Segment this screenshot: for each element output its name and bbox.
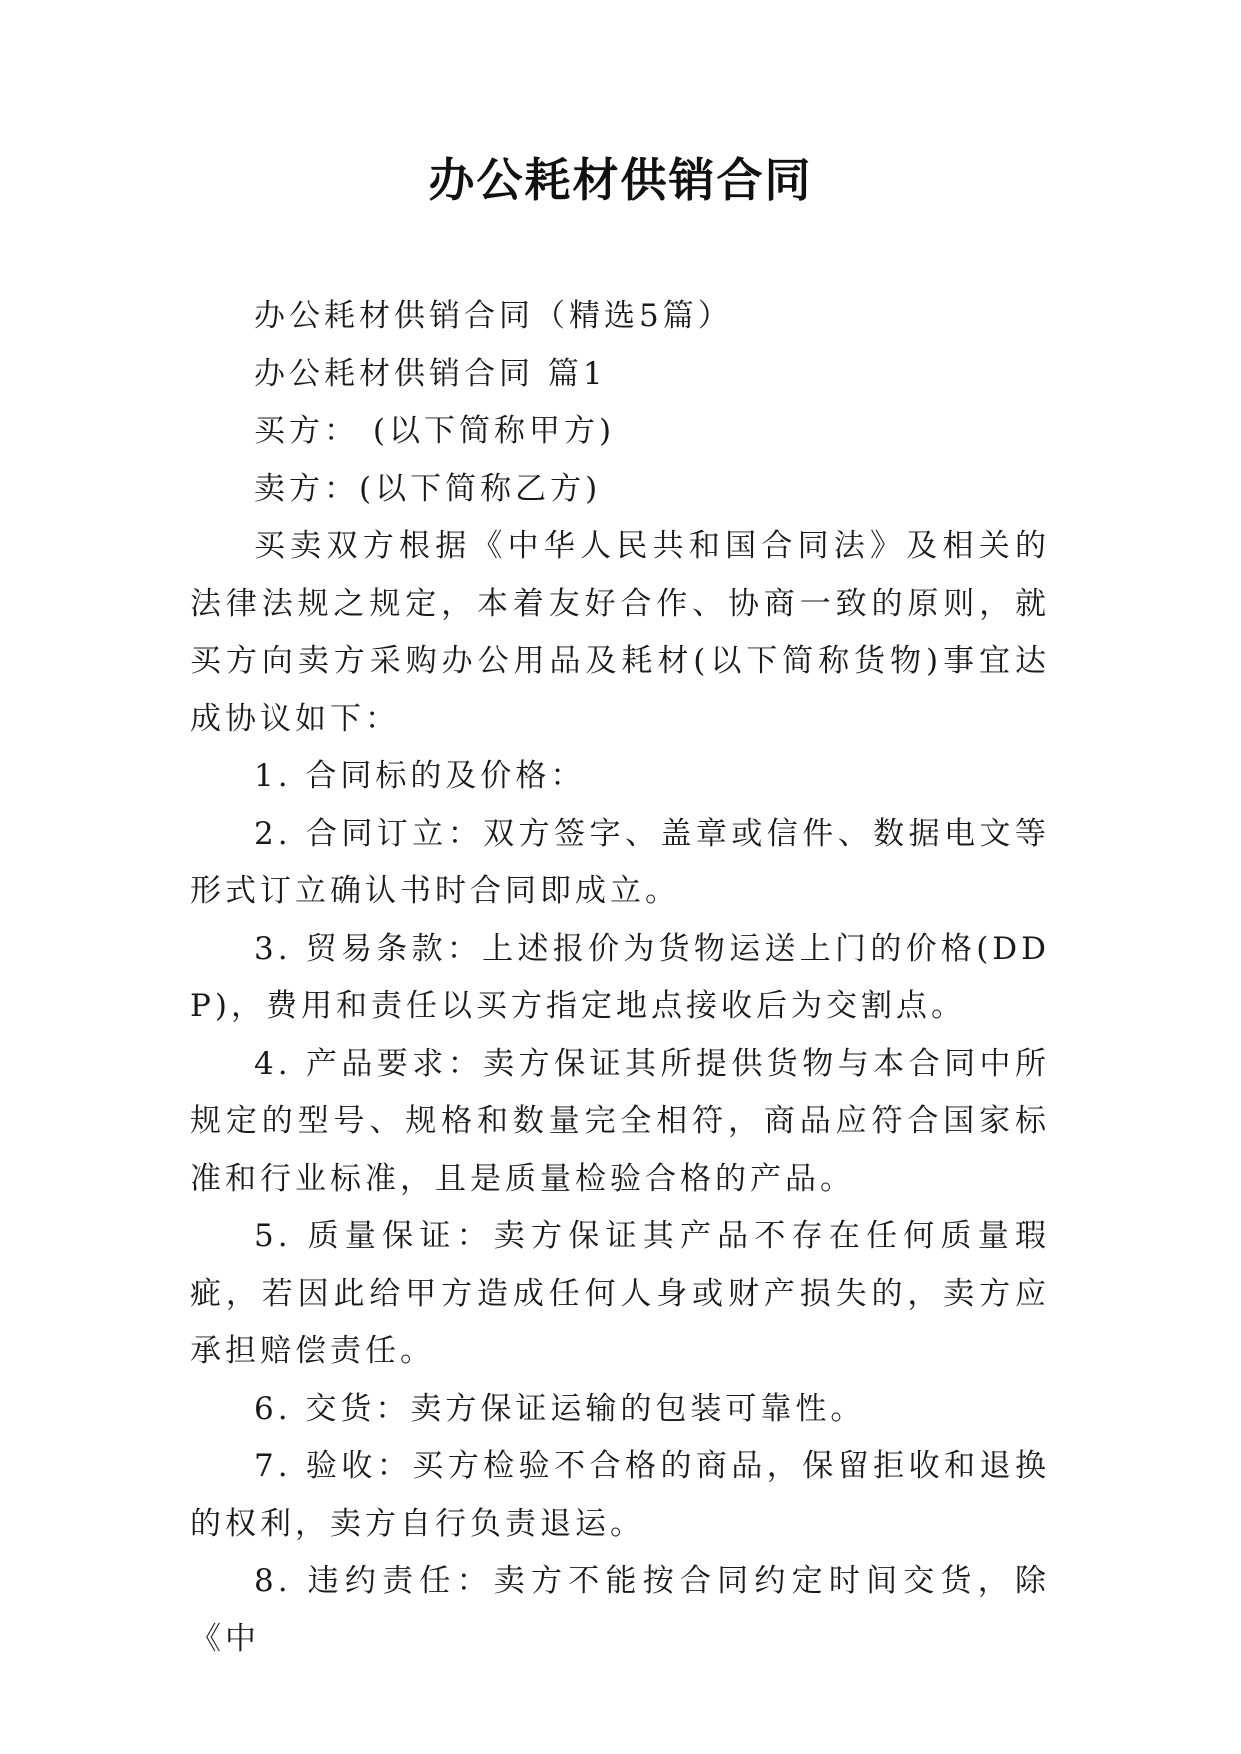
paragraph-buyer: 买方： (以下简称甲方) (254, 413, 616, 449)
paragraph-clause-7: 7. 验收：买方检验不合格的商品，保留拒收和退换的权利，卖方自行负责退运。 (190, 1448, 1050, 1542)
paragraph-subtitle: 办公耗材供销合同（精选5篇） (254, 298, 733, 334)
paragraph-preamble: 买卖双方根据《中华人民共和国合同法》及相关的法律法规之规定，本着友好合作、协商一致的原则，就买方向卖方采购办公用品及耗材(以下简称货物)事宜达成协议如下： (190, 528, 1050, 737)
paragraph-clause-4: 4. 产品要求：卖方保证其所提供货物与本合同中所规定的型号、规格和数量完全相符，商品应符合国家标准和行业标准，且是质量检验合格的产品。 (190, 1045, 1050, 1197)
paragraph-clause-6: 6. 交货：卖方保证运输的包装可靠性。 (254, 1390, 866, 1427)
paragraph-clause-2: 2. 合同订立：双方签字、盖章或信件、数据电文等形式订立确认书时合同即成立。 (190, 815, 1050, 909)
paragraph-seller: 卖方：(以下简称乙方) (254, 470, 602, 507)
paragraph-clause-8: 8. 违约责任：卖方不能按合同约定时间交货，除《中 (190, 1563, 1050, 1657)
paragraph-clause-1: 1. 合同标的及价格： (254, 758, 586, 794)
paragraph-section-heading: 办公耗材供销合同 篇1 (254, 355, 607, 392)
document-title: 办公耗材供销合同 (428, 153, 813, 207)
paragraph-clause-3: 3. 贸易条款：上述报价为货物运送上门的价格(DDP)，费用和责任以买方指定地点接收后为交割点。 (190, 930, 1050, 1024)
paragraph-clause-5: 5. 质量保证：卖方保证其产品不存在任何质量瑕疵，若因此给甲方造成任何人身或财产损失的，卖方应承担赔偿责任。 (190, 1218, 1050, 1369)
document-body (190, 288, 1050, 1668)
